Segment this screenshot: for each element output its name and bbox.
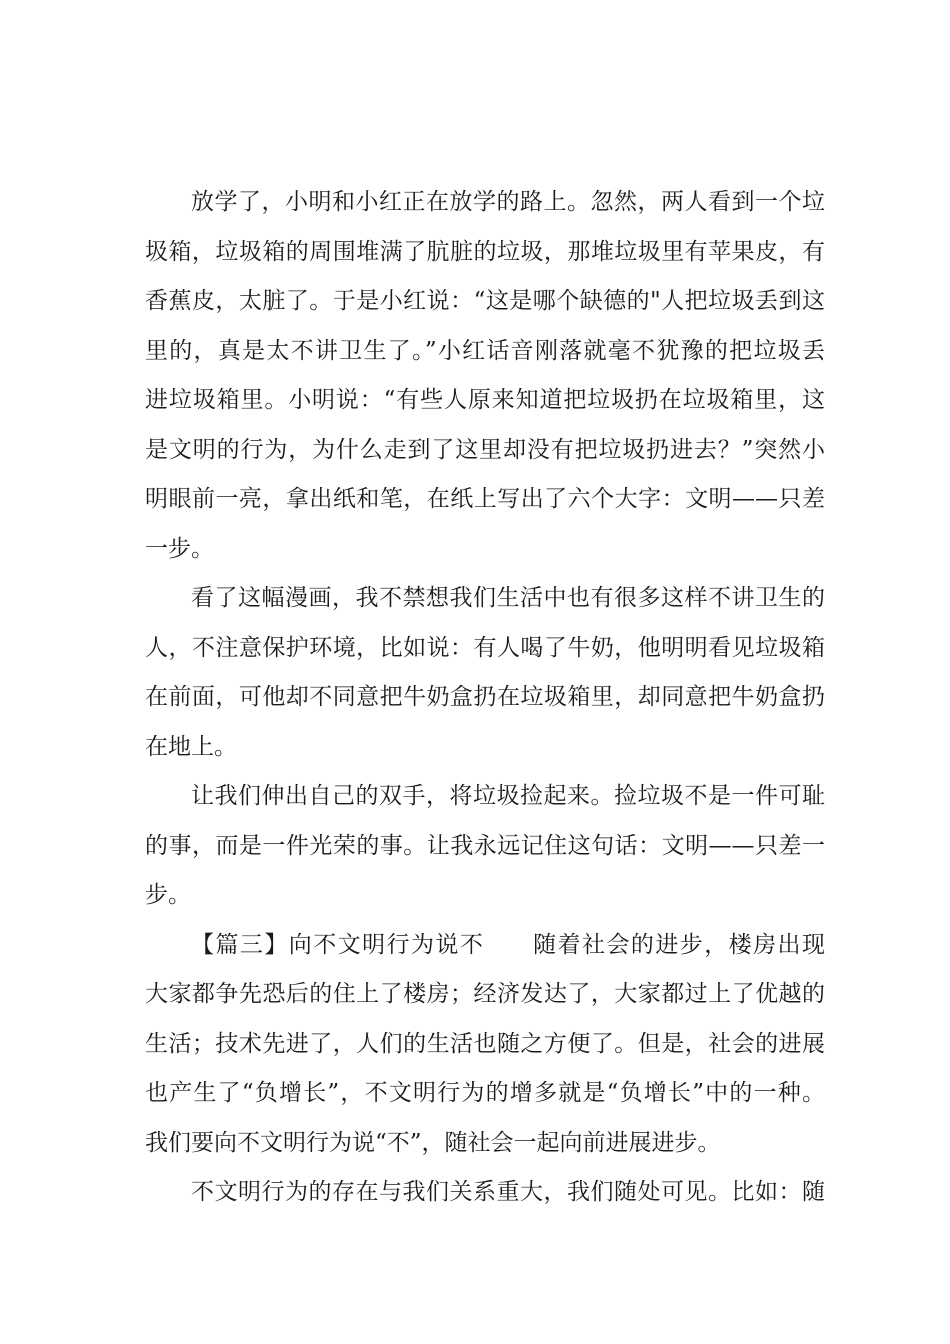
paragraph-2-line-4: 在地上。 [145,733,237,760]
paragraph-5-line-1: 不文明行为的存在与我们关系重大，我们随处可见。比如：随 [191,1179,825,1205]
paragraph-1-line-6: 是文明的行为，为什么走到了这里却没有把垃圾扔进去？”突然小 [145,436,825,463]
paragraph-1-line-7: 明眼前一亮，拿出纸和笔，在纸上写出了六个大字：文明——只差 [145,486,825,512]
document-body [145,178,825,1218]
paragraph-4-line-1: 【篇三】向不文明行为说不 随着社会的进步，楼房出现 [191,931,825,958]
paragraph-4-line-2: 大家都争先恐后的住上了楼房；经济发达了，大家都过上了优越的 [145,981,825,1007]
paragraph-1-line-2: 圾箱，垃圾箱的周围堆满了肮脏的垃圾，那堆垃圾里有苹果皮，有 [145,238,825,265]
paragraph-2-line-3: 在前面，可他却不同意把牛奶盒扔在垃圾箱里，却同意把牛奶盒扔 [145,684,825,710]
paragraph-3-line-1: 让我们伸出自己的双手，将垃圾捡起来。捡垃圾不是一件可耻 [191,783,825,809]
paragraph-1-line-1: 放学了，小明和小红正在放学的路上。忽然，两人看到一个垃 [191,189,825,215]
paragraph-2-line-2: 人，不注意保护环境，比如说：有人喝了牛奶，他明明看见垃圾箱 [145,634,825,661]
paragraph-2-line-1: 看了这幅漫画，我不禁想我们生活中也有很多这样不讲卫生的 [191,585,825,611]
paragraph-3-line-2: 的事，而是一件光荣的事。让我永远记住这句话：文明——只差一 [145,832,825,859]
paragraph-1-line-8: 一步。 [145,535,214,562]
paragraph-4-line-4: 也产生了“负增长”，不文明行为的增多就是“负增长”中的一种。 [145,1080,825,1106]
paragraph-1-line-5: 进垃圾箱里。小明说：“有些人原来知道把垃圾扔在垃圾箱里，这 [145,387,825,413]
paragraph-4-line-3: 生活；技术先进了，人们的生活也随之方便了。但是，社会的进展 [145,1030,825,1057]
paragraph-1-line-3: 香蕉皮，太脏了。于是小红说：“这是哪个缺德的"人把垃圾丢到这 [145,288,825,314]
paragraph-1-line-4: 里的，真是太不讲卫生了。”小红话音刚落就毫不犹豫的把垃圾丢 [145,337,825,364]
paragraph-3-line-3: 步。 [145,882,191,908]
paragraph-4-line-5: 我们要向不文明行为说“不”，随社会一起向前进展进步。 [145,1129,721,1156]
